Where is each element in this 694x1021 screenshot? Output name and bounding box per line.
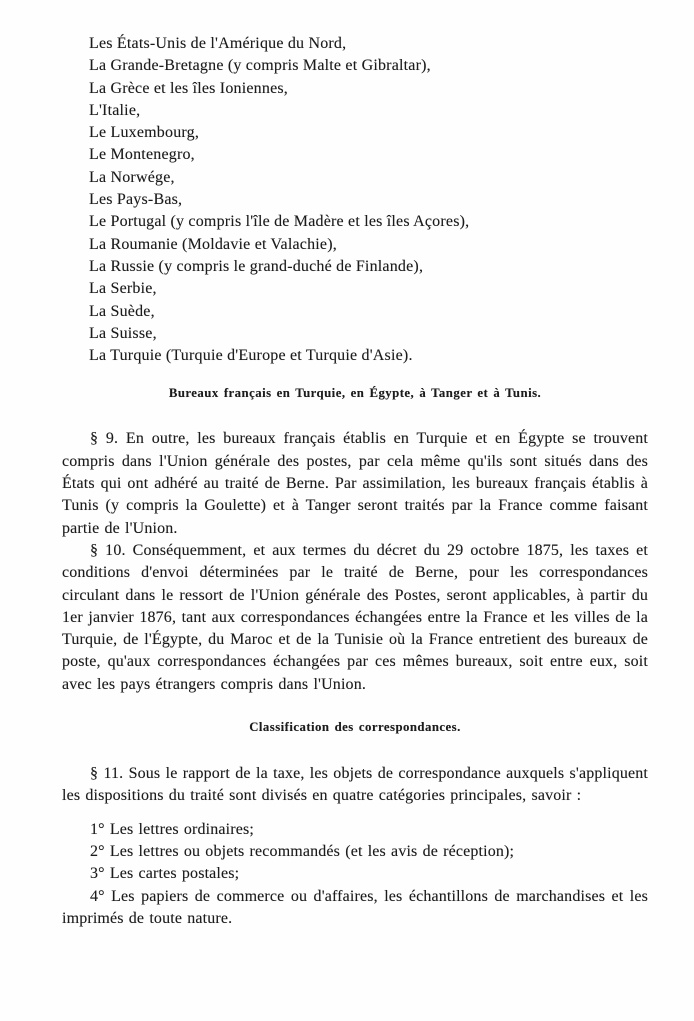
heading-bureaux-francais: Bureaux français en Turquie, en Égypte, à Tanger et à Tunis. [168, 386, 542, 401]
country-item: Les États-Unis de l'Amérique du Nord, [89, 35, 347, 52]
country-item: Le Luxembourg, [89, 124, 200, 142]
country-item: La Grande-Bretagne (y compris Malte et Gibraltar), [89, 57, 431, 75]
country-item: Le Portugal (y compris l'île de Madère et les îles Açores), [89, 213, 470, 231]
country-item: La Grèce et les îles Ioniennes, [89, 79, 289, 97]
country-list [89, 33, 648, 367]
category-item: 2° Les lettres ou objets recommandés (et les avis de réception); [90, 842, 515, 860]
category-item: 1° Les lettres ordinaires; [90, 820, 254, 838]
paragraph-section-9: § 9. En outre, les bureaux français établis en Turquie et en Égypte se trouvent compris dans l'Union générale des postes, par cela même qu'ils sont situés dans des États qui ont adhéré au traité de Berne. Par assimilation, les bureaux français établis à Tunis (y compris la Goulette) et à Tanger seront traités par la France comme faisant partie de l'Union. [62, 430, 648, 537]
category-item: 4° Les papiers de commerce ou d'affaires, les échantillons de marchandises et les imprimés de toute nature. [62, 887, 648, 927]
country-item: Le Montenegro, [89, 146, 195, 164]
country-item: La Turquie (Turquie d'Europe et Turquie d'Asie). [89, 347, 413, 365]
country-item: La Serbie, [89, 280, 157, 298]
paragraph-section-10: § 10. Conséquemment, et aux termes du décret du 29 octobre 1875, les taxes et conditions d'envoi déterminées par le traité de Berne, pour les correspondances circulant dans le ressort de l'Union générale des Postes, seront applicables, à partir du 1er janvier 1876, tant aux correspondances échangées entre la France et les villes de la Turquie, de l'Égypte, du Maroc et de la Tunisie où la France entretient des bureaux de poste, qu'aux correspondances échangées par ces mêmes bureaux, soit entre eux, soit avec les pays étrangers compris dans l'Union. [62, 541, 648, 693]
category-list [62, 819, 648, 930]
country-item: Les Pays-Bas, [89, 191, 183, 209]
country-item: La Suède, [89, 302, 155, 320]
country-item: La Norwége, [89, 168, 175, 186]
category-item: 3° Les cartes postales; [90, 865, 240, 883]
country-item: L'Italie, [89, 101, 141, 119]
country-item: La Suisse, [89, 324, 157, 342]
heading-classification: Classification des correspondances. [249, 720, 461, 735]
country-item: La Russie (y compris le grand-duché de Finlande), [89, 257, 424, 275]
paragraph-section-11: § 11. Sous le rapport de la taxe, les objets de correspondance auxquels s'appliquent les dispositions du traité sont divisés en quatre catégories principales, savoir : [62, 765, 648, 805]
country-item: La Roumanie (Moldavie et Valachie), [89, 235, 337, 253]
